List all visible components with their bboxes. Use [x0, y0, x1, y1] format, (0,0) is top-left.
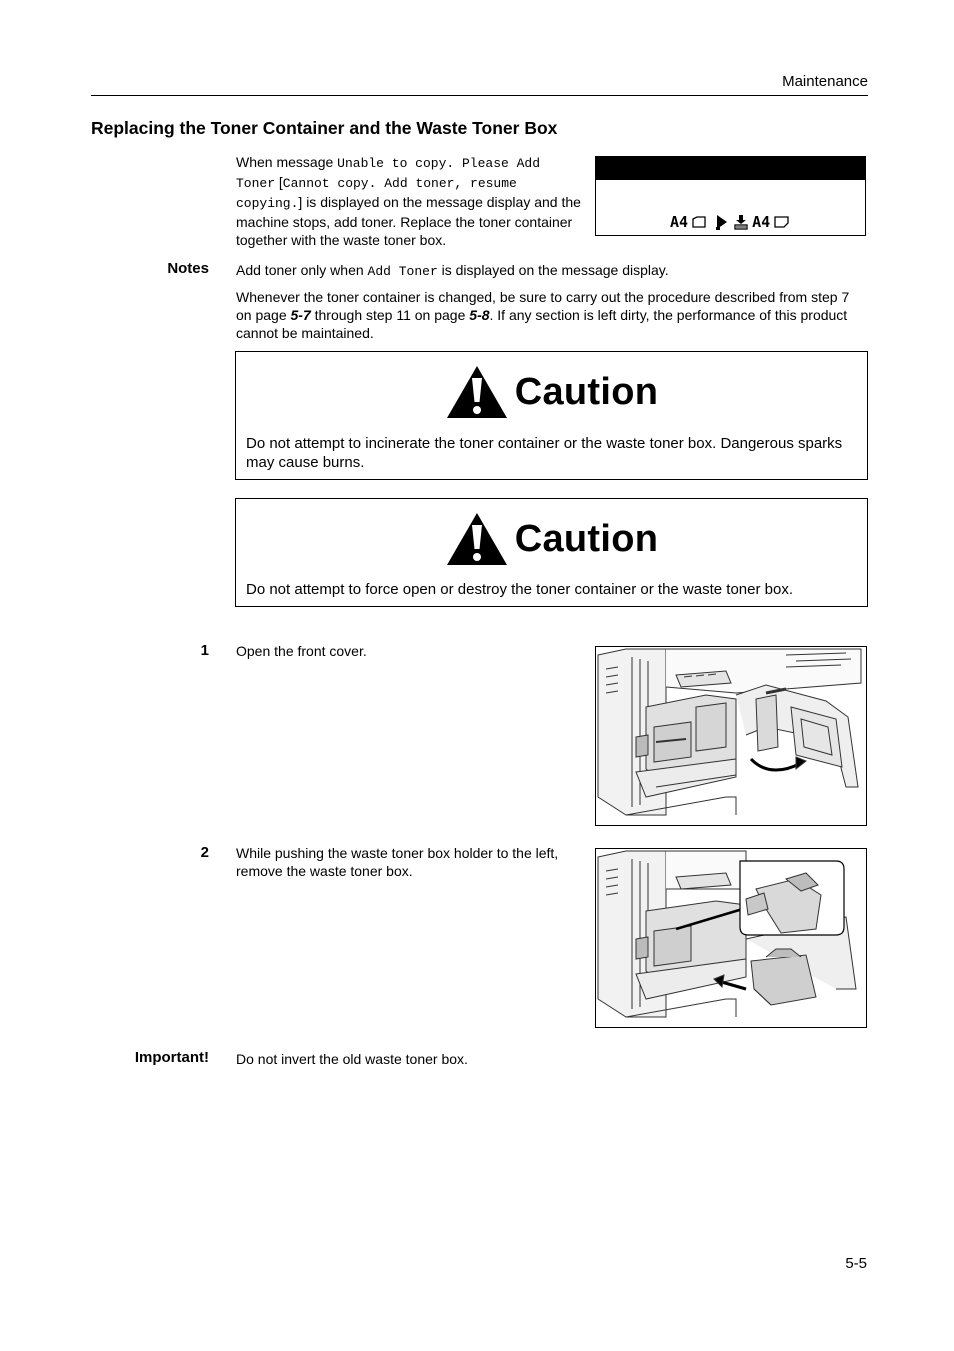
intro-text-3: ] is displayed on the message display and the machine stops, add toner. Replace the toner container together with the waste toner box. [236, 194, 581, 248]
caution-box-1 [235, 351, 868, 480]
header-rule [91, 95, 868, 96]
important-label: Important! [134, 1049, 209, 1066]
note-1-text-a: Add toner only when [236, 262, 368, 278]
step-1-text: Open the front cover. [236, 643, 367, 659]
caution-text-1: Do not attempt to incinerate the toner container or the waste toner box. Dangerous sparks may cause burns. [246, 435, 843, 471]
page-number: 5-5 [845, 1255, 867, 1272]
copier-front-cover-open-illustration [596, 647, 867, 826]
step-1-figure-open-front-cover [595, 646, 867, 826]
message-display-status-row [670, 213, 789, 231]
note-1-text-b: is displayed on the message display. [437, 262, 669, 278]
caution-heading-1 [236, 364, 867, 420]
caution-title-1: Caution [514, 370, 659, 413]
message-display-bar [596, 157, 865, 180]
waste-toner-box-removal-illustration [596, 849, 867, 1028]
intro-text-1: When message [236, 154, 338, 170]
section-header: Maintenance [782, 73, 868, 90]
paper-landscape-icon [692, 216, 706, 228]
step-1-number: 1 [200, 642, 209, 659]
caution-text-2: Do not attempt to force open or destroy the toner container or the waste toner box. [246, 581, 793, 598]
paper-tray-icon [734, 214, 748, 230]
note-2-text-c: . If any section is left dirty, the performance of this product cannot be maintained. [236, 307, 848, 341]
step-2-figure-remove-waste-toner-box [595, 848, 867, 1028]
note-1-code: Add Toner [367, 264, 438, 279]
warning-triangle-icon [445, 511, 509, 567]
paper-portrait-icon [774, 216, 789, 228]
step-2-number: 2 [200, 844, 209, 861]
intro-paragraph [236, 153, 581, 249]
paper-size-left: A4 [670, 213, 689, 231]
note-2 [236, 288, 868, 342]
important-text: Do not invert the old waste toner box. [236, 1051, 468, 1067]
paper-size-right: A4 [752, 213, 771, 231]
warning-triangle-icon [445, 364, 509, 420]
note-1 [236, 261, 868, 281]
message-display-illustration [595, 156, 866, 236]
arrow-right-icon [716, 214, 728, 230]
notes-label: Notes [167, 260, 209, 277]
note-2-text-a: Whenever the toner container is changed, be sure to carry out the procedure described from step 7 on page [236, 289, 850, 323]
step-2-text: While pushing the waste toner box holder to the left, remove the waste toner box. [236, 845, 559, 879]
intro-text-2: [ [275, 174, 283, 190]
note-2-page-ref-1: 5-7 [290, 307, 311, 323]
note-2-page-ref-2: 5-8 [469, 307, 490, 323]
note-2-text-b: through step 11 on page [310, 307, 470, 323]
page-title: Replacing the Toner Container and the Waste Toner Box [91, 118, 558, 138]
caution-title-2: Caution [514, 517, 659, 560]
intro-message-code-1: Unable to copy. Please Add Toner [236, 156, 541, 191]
caution-heading-2 [236, 511, 867, 567]
caution-box-2 [235, 498, 868, 607]
intro-message-code-2: Cannot copy. Add toner, resume copying. [236, 176, 517, 211]
